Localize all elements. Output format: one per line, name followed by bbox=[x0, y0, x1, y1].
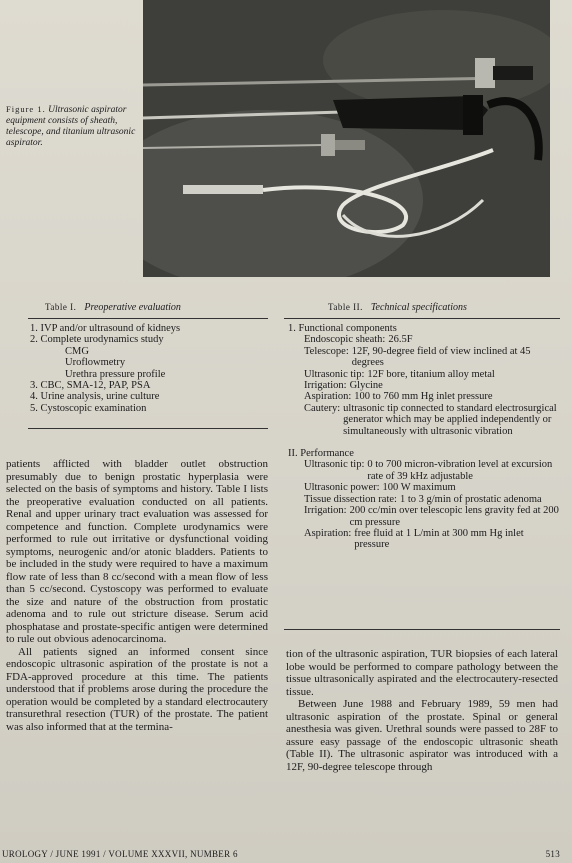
table2-body bbox=[288, 323, 560, 551]
table2-row-value: 1 to 3 g/min of prostatic adenoma bbox=[399, 493, 542, 505]
table2-row-key: Irrigation: bbox=[304, 505, 347, 517]
table2-title: Technical specifications bbox=[370, 302, 467, 313]
table2-heading bbox=[328, 302, 467, 313]
table1-item: 5. Cystoscopic examination bbox=[30, 402, 147, 414]
figure-caption-text: Ultrasonic aspirator equipment consists of sheath, telescope, and titanium ultrasonic aspirator. bbox=[6, 105, 136, 148]
table2-row bbox=[304, 380, 560, 391]
table2-row-key: Telescope: bbox=[304, 345, 349, 357]
table2-row-key: Aspiration: bbox=[304, 391, 352, 403]
left-paragraph-2: All patients signed an informed consent since endoscopic ultrasonic aspiration of the prostate is not a FDA-approved procedure at this time. The patients understood that if problems arose during the procedure the operation would be completed by a standard electrocautery transurethral resection (TUR) of the prostate. The patient was also informed that at the termina- bbox=[6, 645, 268, 733]
table2-row-value: 100 W maximum bbox=[382, 482, 456, 494]
table2-row-key: Cautery: bbox=[304, 402, 341, 414]
table2-row-value: 100 to 760 mm Hg inlet pressure bbox=[354, 391, 493, 403]
table2-row bbox=[304, 482, 560, 493]
table1-item: CMG bbox=[65, 345, 89, 357]
table2-row-value: 12F, 90-degree field of view inclined at 45 degrees bbox=[351, 345, 531, 369]
table2-row bbox=[304, 346, 560, 369]
table2-top-rule bbox=[284, 318, 560, 319]
table2-row bbox=[304, 528, 560, 551]
page-footer bbox=[2, 849, 560, 859]
table2-row-value: 0 to 700 micron-vibration level at excursion rate of 39 kHz adjustable bbox=[367, 459, 553, 482]
table2-row-value: Glycine bbox=[349, 380, 383, 392]
table2-row-key: Endoscopic sheath: bbox=[304, 334, 386, 346]
table2-row-value: 26.5F bbox=[388, 334, 413, 346]
table2-row-value: 12F bore, titanium alloy metal bbox=[367, 368, 495, 380]
table2-row-value: ultrasonic tip connected to standard electrosurgical generator which may be applied independently or simultaneously with ultrasonic vibration bbox=[343, 402, 557, 437]
table1-bottom-rule bbox=[28, 428, 268, 429]
left-paragraph-1: patients afflicted with bladder outlet obstruction presumably due to benign prostatic hyperplasia were selected on the basis of symptoms and history. Table I lists the preoperative evaluation conducted on all patients. Renal and upper urinary tract evaluation was assessed for competence and function. Complete urodynamics were performed to rule out irritative or dysfunctional voiding symptoms, neurogenic and/or atonic bladders. Patients to be included in the study were required to have a maximum flow rate of less than 8 cc/second with a mean flow of less than 5 cc/second. Cystoscopy was performed to evaluate the size and nature of the obstruction from prostatic adenoma and to rule out stricture disease. Serum acid phosphatase and prostate-specific antigen were determined to rule out obvious adenocarcinoma. bbox=[6, 458, 268, 645]
right-paragraph-1: tion of the ultrasonic aspiration, TUR biopsies of each lateral lobe would be performed to compare pathology between the tissue ultrasonically aspirated and the electrocautery-resected tissue. bbox=[286, 648, 558, 698]
table2-row-key: Ultrasonic power: bbox=[304, 482, 380, 494]
page-number: 513 bbox=[545, 849, 560, 859]
table1-top-rule bbox=[28, 318, 268, 319]
table2-row-key: Aspiration: bbox=[304, 527, 352, 539]
table1-number: Table I. bbox=[45, 302, 77, 312]
table2-row bbox=[304, 334, 560, 345]
table1-item: 2. Complete urodynamics study bbox=[30, 334, 164, 346]
table2-row-value: 200 cc/min over telescopic lens gravity fed at 200 cm pressure bbox=[349, 505, 559, 528]
table2-row bbox=[304, 369, 560, 380]
table2-row bbox=[304, 494, 560, 505]
table2-row bbox=[304, 505, 560, 528]
figure-label: Figure 1. bbox=[6, 104, 46, 114]
table2-row bbox=[304, 391, 560, 402]
table1-item: Urethra pressure profile bbox=[65, 368, 166, 380]
table2-row-key: Ultrasonic tip: bbox=[304, 459, 365, 471]
right-text-column bbox=[286, 648, 558, 773]
table2-number: Table II. bbox=[328, 302, 363, 312]
table2-section2: II. Performance bbox=[288, 448, 354, 460]
table1-item: 4. Urine analysis, urine culture bbox=[30, 391, 160, 403]
table1-item: 1. IVP and/or ultrasound of kidneys bbox=[30, 323, 181, 334]
table2-row-key: Ultrasonic tip: bbox=[304, 368, 365, 380]
table2-section1: 1. Functional components bbox=[288, 323, 397, 334]
table2-row-key: Irrigation: bbox=[304, 380, 347, 392]
table1-item: Uroflowmetry bbox=[65, 357, 126, 369]
table1-title: Preoperative evaluation bbox=[84, 302, 181, 313]
table1-body bbox=[30, 323, 260, 414]
ultrasonic-equipment-illustration bbox=[143, 0, 550, 277]
table1-heading bbox=[45, 302, 181, 313]
table2-row bbox=[304, 403, 560, 437]
table1-item: 3. CBC, SMA-12, PAP, PSA bbox=[30, 380, 151, 392]
table2-row-key: Tissue dissection rate: bbox=[304, 493, 397, 505]
table2-bottom-rule bbox=[284, 629, 560, 630]
table2-row-value: free fluid at 1 L/min at 300 mm Hg inlet pressure bbox=[354, 527, 524, 551]
table2-row bbox=[304, 459, 560, 482]
figure-caption bbox=[6, 104, 138, 149]
right-paragraph-2: Between June 1988 and February 1989, 59 men had ultrasonic aspiration of the prostate. Spinal or general anesthesia was given. Urethral sounds were passed to 28F to assure easy passage of the endoscopic ultrasonic sheath (Table II). The ultrasonic aspirator was introduced with a 12F, 90-degree telescope through bbox=[286, 698, 558, 773]
journal-citation: UROLOGY / JUNE 1991 / VOLUME XXXVII, NUMBER 6 bbox=[2, 849, 238, 859]
left-text-column bbox=[6, 458, 268, 733]
figure-photo bbox=[143, 0, 550, 277]
